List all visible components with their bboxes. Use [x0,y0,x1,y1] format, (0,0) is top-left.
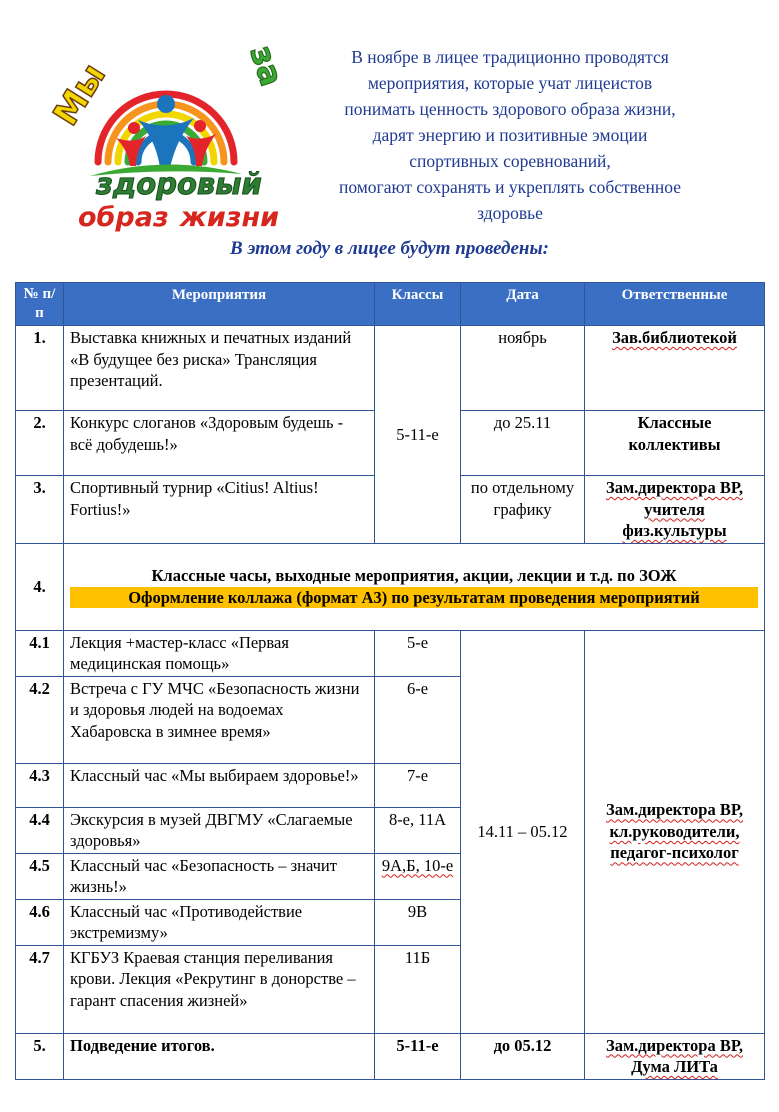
block4-title [64,543,765,630]
intro-line: В ноябре в лицее традиционно проводятся [351,47,669,67]
logo-word-obraz: образ [78,202,169,233]
subrow-classes: 7-е [375,763,461,807]
subrow-event: Классный час «Безопасность – значит жизнь!» [64,853,375,899]
final-date: до 05.12 [461,1033,585,1079]
table-row [16,326,765,411]
subrow-num: 4.4 [16,807,64,853]
header-num: № п/п [16,283,64,326]
final-num: 5. [16,1033,64,1079]
row-responsible [585,326,765,411]
subrow-classes: 11Б [375,945,461,1033]
responsible-text: Зав.библиотекой [612,328,737,347]
responsible-text: Зам.директора ВР, учителя физ.культуры [605,478,744,540]
block4-row [16,543,765,630]
logo-word-zhizni: жизни [180,202,280,233]
subrow-event: Классный час «Мы выбираем здоровье!» [64,763,375,807]
header-event: Мероприятия [64,283,375,326]
subrow-event: Лекция +мастер-класс «Первая медицинская помощь» [64,630,375,676]
intro-line: дарят энергию и позитивные эмоции [372,125,648,145]
intro-text [292,44,728,226]
logo-word-my: Мы [45,56,114,133]
subrow-num: 4.5 [16,853,64,899]
subrow-num: 4.6 [16,899,64,945]
sub-responsible [585,630,765,1033]
responsible-text: Зам.директора ВР, Дума ЛИТа [605,1035,744,1076]
block4-num: 4. [16,543,64,630]
logo-word-za: за [242,40,291,91]
subrow-num: 4.1 [16,630,64,676]
block4-line1: Классные часы, выходные мероприятия, акции, лекции и т.д. по ЗОЖ [151,566,677,585]
row-responsible: Классные коллективы [585,411,765,476]
intro-line: мероприятия, которые учат лицеистов [367,73,653,93]
subrow-num: 4.7 [16,945,64,1033]
table-row [16,630,765,676]
row-responsible [585,476,765,544]
subrow-event: Классный час «Противодействие экстремизму» [64,899,375,945]
row-num: 3. [16,476,64,544]
final-responsible [585,1033,765,1079]
row-date: до 25.11 [461,411,585,476]
sub-date: 14.11 – 05.12 [461,630,585,1033]
table-header-row [16,283,765,326]
table-row [16,1033,765,1079]
subrow-event: КГБУЗ Краевая станция переливания крови. Лекция «Рекрутинг в донорстве – гарант спасения жизней» [64,945,375,1033]
intro-line: помогают сохранять и укреплять собственное [338,177,682,197]
row-date: ноябрь [461,326,585,411]
classes-text: 9А,Б, 10-е [381,855,454,875]
row-event: Выставка книжных и печатных изданий «В будущее без риска» Трансляция презентаций. [64,326,375,411]
intro-line: здоровье [477,203,543,223]
row-num: 1. [16,326,64,411]
header-classes: Классы [375,283,461,326]
block4-highlight: Оформление коллажа (формат А3) по результатам проведения мероприятий [70,587,758,609]
subrow-num: 4.3 [16,763,64,807]
events-table [15,282,765,1080]
subrow-classes: 5-е [375,630,461,676]
intro-line: понимать ценность здорового образа жизни, [344,99,676,119]
row-num: 2. [16,411,64,476]
header-date: Дата [461,283,585,326]
logo-word-zdorovy: здоровый [96,167,262,201]
final-classes: 5-11-е [375,1033,461,1079]
subrow-classes: 6-е [375,676,461,763]
header-responsible: Ответственные [585,283,765,326]
final-event: Подведение итогов. [64,1033,375,1079]
subrow-event: Экскурсия в музей ДВГМУ «Слагаемые здоровья» [64,807,375,853]
subrow-event: Встреча с ГУ МЧС «Безопасность жизни и здоровья людей на водоемах Хабаровска в зимнее время» [64,676,375,763]
subrow-classes: 9В [375,899,461,945]
subrow-classes [375,853,461,899]
subrow-num: 4.2 [16,676,64,763]
intro-line: спортивных соревнований, [409,151,611,171]
section-subtitle: В этом году в лицее будут проведены: [230,238,549,259]
subrow-classes: 8-е, 11А [375,807,461,853]
row-date: по отдельному графику [461,476,585,544]
row-event: Конкурс слоганов «Здоровым будешь - всё добудешь!» [64,411,375,476]
row-classes-group: 5-11-е [375,326,461,544]
row-event: Спортивный турнир «Citius! Altius! Fortius!» [64,476,375,544]
healthy-lifestyle-logo [45,40,291,235]
responsible-text: Зам.директора ВР, кл.руководители, педагог-психолог [605,800,744,863]
